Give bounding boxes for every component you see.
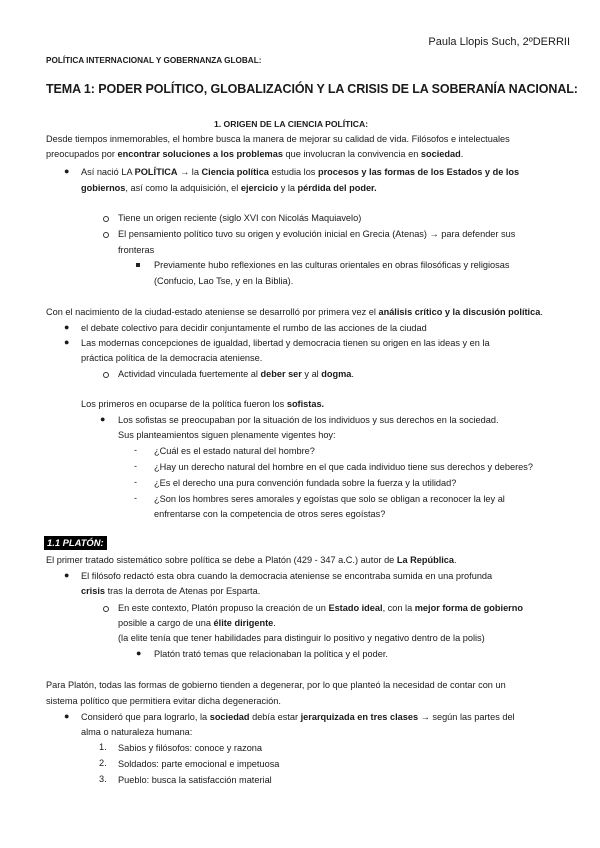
paragraph-line: Con el nacimiento de la ciudad-estado ateniense se desarrolló por primera vez el análisis crítico y la discusión política. [46, 307, 543, 317]
bullet-text: Los sofistas se preocupaban por la situación de los individuos y sus derechos en la sociedad. [118, 415, 499, 425]
bullet-icon: ● [100, 414, 106, 424]
sub-bullet-text: posible a cargo de una élite dirigente. [118, 618, 276, 628]
dash-bullet-icon: - [134, 493, 137, 503]
list-number: 3. [99, 774, 107, 784]
course-title: POLÍTICA INTERNACIONAL Y GOBERNANZA GLOBAL: [46, 56, 262, 65]
paragraph-line: preocupados por encontrar soluciones a los problemas que involucran la convivencia en sociedad. [46, 149, 464, 159]
paragraph-line: Para Platón, todas las formas de gobierno tienden a degenerar, por lo que planteó la necesidad de contar con un [46, 680, 506, 690]
list-number: 2. [99, 758, 107, 768]
bullet-text: Platón trató temas que relacionaban la política y el poder. [154, 649, 388, 659]
bullet-text: Sus planteamientos siguen plenamente vigentes hoy: [118, 430, 336, 440]
bullet-text: alma o naturaleza humana: [81, 727, 193, 737]
bullet-icon: ● [64, 337, 70, 347]
paragraph-line: Desde tiempos inmemorables, el hombre busca la manera de mejorar su calidad de vida. Filósofos e intelectuales [46, 134, 510, 144]
sub-bullet-text: (la elite tenía que tener habilidades para distinguir lo positivo y negativo dentro de la polis) [118, 633, 485, 643]
dash-bullet-icon: - [134, 445, 137, 455]
list-item: Sabios y filósofos: conoce y razona [118, 743, 263, 753]
author-name: Paula Llopis Such, 2ºDERRII [428, 36, 570, 48]
question-text: ¿Hay un derecho natural del hombre en el que cada individuo tiene sus derechos y deberes? [154, 462, 533, 472]
section-heading-origen: 1. ORIGEN DE LA CIENCIA POLÍTICA: [214, 119, 369, 129]
sub-bullet-text: Actividad vinculada fuertemente al deber ser y al dogma. [118, 369, 354, 379]
bullet-icon: ● [64, 322, 70, 332]
bullet-text: Las modernas concepciones de igualdad, libertad y democracia tienen su origen en las ideas y en la [81, 338, 490, 348]
sub-bullet-text: Tiene un origen reciente (siglo XVI con Nicolás Maquiavelo) [118, 213, 362, 223]
circle-bullet-icon [103, 372, 109, 378]
sub-bullet-text: El pensamiento político tuvo su origen y evolución inicial en Grecia (Atenas) → para defender sus [118, 229, 516, 239]
list-number: 1. [99, 742, 107, 752]
bullet-text: Así nació LA POLÍTICA → la Ciencia política estudia los procesos y las formas de los Estados y de los [81, 167, 520, 177]
bullet-text: el debate colectivo para decidir conjuntamente el rumbo de las acciones de la ciudad [81, 323, 427, 333]
question-text: ¿Cuál es el estado natural del hombre? [154, 446, 315, 456]
circle-bullet-icon [103, 232, 109, 238]
bullet-text: gobiernos, así como la adquisición, el ejercicio y la pérdida del poder. [81, 183, 377, 193]
question-text: enfrentarse con la competencia de otros seres egoístas? [154, 509, 386, 519]
bullet-text: El filósofo redactó esta obra cuando la democracia ateniense se encontraba sumida en una profunda [81, 571, 493, 581]
question-text: ¿Es el derecho una pura convención fundada sobre la fuerza y la utilidad? [154, 478, 457, 488]
bullet-text: Consideró que para lograrlo, la sociedad debía estar jerarquizada en tres clases → según las partes del [81, 712, 515, 722]
square-bullet-text: (Confucio, Lao Tse, y en la Biblia). [154, 276, 294, 286]
paragraph-line: sistema político que permitiera evitar dicha degeneración. [46, 696, 281, 706]
sub-bullet-text: En este contexto, Platón propuso la creación de un Estado ideal, con la mejor forma de gobierno [118, 603, 523, 613]
bullet-icon: ● [64, 166, 70, 176]
paragraph-line: Los primeros en ocuparse de la política fueron los sofistas. [81, 399, 325, 409]
dash-bullet-icon: - [134, 461, 137, 471]
list-item: Soldados: parte emocional e impetuosa [118, 759, 280, 769]
bullet-text: crisis tras la derrota de Atenas por Esparta. [81, 586, 261, 596]
circle-bullet-icon [103, 606, 109, 612]
bullet-text: práctica política de la democracia ateniense. [81, 353, 263, 363]
dash-bullet-icon: - [134, 477, 137, 487]
sub-bullet-text: fronteras [118, 245, 155, 255]
paragraph-line: El primer tratado sistemático sobre política se debe a Platón (429 - 347 a.C.) autor de La República. [46, 555, 457, 565]
question-text: ¿Son los hombres seres amorales y egoístas que solo se obligan a reconocer la ley al [154, 494, 505, 504]
topic-title: TEMA 1: PODER POLÍTICO, GLOBALIZACIÓN Y LA CRISIS DE LA SOBERANÍA NACIONAL: [46, 82, 578, 96]
section-heading-platon: 1.1 PLATÓN: [44, 536, 107, 550]
list-item: Pueblo: busca la satisfacción material [118, 775, 272, 785]
bullet-icon: ● [64, 570, 70, 580]
bullet-icon: ● [136, 648, 142, 658]
circle-bullet-icon [103, 216, 109, 222]
square-bullet-text: Previamente hubo reflexiones en las culturas orientales en obras filosóficas y religiosas [154, 260, 510, 270]
bullet-icon: ● [64, 711, 70, 721]
square-bullet-icon [136, 263, 140, 267]
